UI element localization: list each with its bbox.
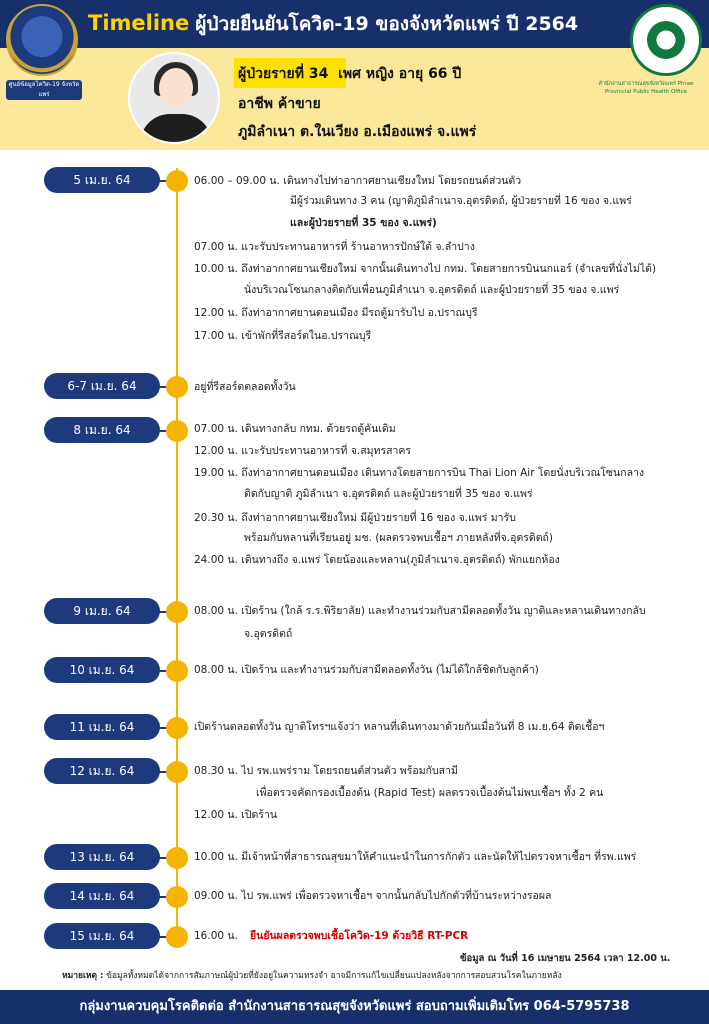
timeline-line: 07.00 น. เดินทางกลับ กทม. ด้วยรถตู้คันเดิม <box>194 423 396 435</box>
timeline-line: 24.00 น. เดินทางถึง จ.แพร่ โดยน้องและหลาน(ภูมิลำเนาจ.อุตรดิตถ์) พักแยกห้อง <box>194 554 560 566</box>
timeline-line: นั่งบริเวณโซนกลางติดกับเพื่อนภูมิลำเนา จ.อุตรดิตถ์ และผู้ป่วยรายที่ 35 ของ จ.แพร่ <box>244 284 620 296</box>
timeline-axis <box>176 168 178 938</box>
timeline-line: 20.30 น. ถึงท่าอากาศยานเชียงใหม่ มีผู้ป่วยรายที่ 16 ของ จ.แพร่ มารับ <box>194 512 516 524</box>
timeline-line: เปิดร้านตลอดทั้งวัน ญาติโทรฯแจ้งว่า หลานที่เดินทางมาด้วยกันเมื่อวันที่ 8 เม.ย.64 ติดเชื้อฯ <box>194 721 605 733</box>
date-pill-14-apr: 14 เม.ย. 64 <box>44 883 160 909</box>
patient-occupation: อาชีพ ค้าขาย <box>238 96 321 112</box>
timeline-line: เพื่อตรวจคัดกรองเบื้องต้น (Rapid Test) ผลตรวจเบื้องต้นไม่พบเชื้อฯ ทั้ง 2 คน <box>256 787 604 799</box>
timeline-line: พร้อมกับหลานที่เรียนอยู่ มช. (ผลตรวจพบเชื้อฯ ภายหลังที่จ.อุตรดิตถ์) <box>244 532 553 544</box>
timeline-line: และผู้ป่วยรายที่ 35 ของ จ.แพร่) <box>290 217 437 229</box>
confirmed-result-line: ยืนยันผลตรวจพบเชื้อโควิด-19 ด้วยวิธี RT-PCR <box>250 930 469 942</box>
timeline-line: 07.00 น. แวะรับประทานอาหารที่ ร้านอาหารปักษ์ใต้ จ.ลำปาง <box>194 241 475 253</box>
date-pill-6-7-apr: 6-7 เม.ย. 64 <box>44 373 160 399</box>
timeline-dot <box>166 660 188 682</box>
title-rest: ผู้ป่วยยืนยันโควิด-19 ของจังหวัดแพร่ ปี 2564 <box>195 13 579 35</box>
date-pill-5-apr: 5 เม.ย. 64 <box>44 167 160 193</box>
ministry-public-health-logo <box>630 4 702 76</box>
date-pill-10-apr: 10 เม.ย. 64 <box>44 657 160 683</box>
timeline-line: 10.00 น. มีเจ้าหน้าที่สาธารณสุขมาให้คำแนะนำในการกักตัว และนัดให้ไปตรวจหาเชื้อฯ ที่รพ.แพร่ <box>194 851 637 863</box>
timeline-line: 12.00 น. เปิดร้าน <box>194 809 278 821</box>
timeline-line: จ.อุตรดิตถ์ <box>244 628 293 640</box>
date-pill-11-apr: 11 เม.ย. 64 <box>44 714 160 740</box>
timeline-line: มีผู้ร่วมเดินทาง 3 คน (ญาติภูมิลำเนาจ.อุตรดิตถ์, ผู้ป่วยรายที่ 16 ของ จ.แพร่ <box>290 195 632 207</box>
timeline-line: 08.30 น. ไป รพ.แพร่ราม โดยรถยนต์ส่วนตัว พร้อมกับสามี <box>194 765 458 777</box>
footer-contact: กลุ่มงานควบคุมโรคติดต่อ สำนักงานสาธารณสุขจังหวัดแพร่ สอบถามเพิ่มเติมโทร 064-5795738 <box>0 990 709 1024</box>
patient-number: ผู้ป่วยรายที่ 34 <box>238 66 329 82</box>
timeline-dot <box>166 376 188 398</box>
data-as-of-note: ข้อมูล ณ วันที่ 16 เมษายน 2564 เวลา 12.00 น. <box>460 953 671 964</box>
timeline-dot <box>166 601 188 623</box>
date-pill-9-apr: 9 เม.ย. 64 <box>44 598 160 624</box>
timeline-line: ติดกับญาติ ภูมิลำเนา จ.อุตรดิตถ์ และผู้ป่วยรายที่ 35 ของ จ.แพร่ <box>244 488 533 500</box>
timeline-dot <box>166 926 188 948</box>
timeline-line: 09.00 น. ไป รพ.แพร่ เพื่อตรวจหาเชื้อฯ จากนั้นกลับไปกักตัวที่บ้านระหว่างรอผล <box>194 890 552 902</box>
timeline-line: 16.00 น. <box>194 930 238 942</box>
date-pill-15-apr: 15 เม.ย. 64 <box>44 923 160 949</box>
date-pill-13-apr: 13 เม.ย. 64 <box>44 844 160 870</box>
patient-number-line <box>238 63 461 85</box>
timeline-line: 12.00 น. แวะรับประทานอาหารที่ จ.สมุทรสาคร <box>194 445 412 457</box>
timeline-line: 06.00 – 09.00 น. เดินทางไปท่าอากาศยานเชียงใหม่ โดยรถยนต์ส่วนตัว <box>194 175 522 187</box>
timeline-line: 12.00 น. ถึงท่าอากาศยานดอนเมือง มีรถตู้มารับไป อ.ปราณบุรี <box>194 307 478 319</box>
timeline-line: 08.00 น. เปิดร้าน (ใกล้ ร.ร.พิริยาลัย) และทำงานร่วมกับสามีตลอดทั้งวัน ญาติและหลานเดินทางกลับ <box>194 605 646 617</box>
provincial-seal-logo <box>6 4 78 76</box>
timeline-line: 19.00 น. ถึงท่าอากาศยานดอนเมือง เดินทางโดยสายการบิน Thai Lion Air โดยนั่งบริเวณโซนกลาง <box>194 467 645 479</box>
timeline-dot <box>166 886 188 908</box>
timeline-line: อยู่ที่รีสอร์ตตลอดทั้งวัน <box>194 381 296 393</box>
timeline-dot <box>166 761 188 783</box>
date-pill-12-apr: 12 เม.ย. 64 <box>44 758 160 784</box>
remark-label: หมายเหตุ : <box>62 971 104 981</box>
remark-text: ข้อมูลทั้งหมดได้จากการสัมภาษณ์ผู้ป่วยที่ยังอยู่ในความทรงจำ อาจมีการแก้ไขเปลี่ยนแปลงหลังจากการสอบสวนโรคในภายหลัง <box>106 971 562 981</box>
timeline-dot <box>166 170 188 192</box>
patient-sex-age: เพศ หญิง อายุ 66 ปี <box>338 66 462 82</box>
timeline-dot <box>166 717 188 739</box>
health-office-caption: สำนักงานสาธารณสุขจังหวัดแพร่ Phrae Provincial Public Health Office <box>598 81 694 95</box>
timeline-line: 08.00 น. เปิดร้าน และทำงานร่วมกับสามีตลอดทั้งวัน (ไม่ได้ใกล้ชิดกับลูกค้า) <box>194 664 539 676</box>
covid-center-badge: ศูนย์ข้อมูลโควิด-19 จังหวัดแพร่ <box>6 80 82 100</box>
timeline-dot <box>166 847 188 869</box>
timeline-line: 17.00 น. เข้าพักที่รีสอร์ตในอ.ปราณบุรี <box>194 330 372 342</box>
title-accent: Timeline <box>88 11 190 35</box>
page-title <box>88 9 628 39</box>
timeline-line: 10.00 น. ถึงท่าอากาศยานเชียงใหม่ จากนั้นเดินทางไป กทม. โดยสายการบินนกแอร์ (จำเลขที่นั่งไม่ได้) <box>194 263 657 275</box>
patient-hometown: ภูมิลำเนา ต.ในเวียง อ.เมืองแพร่ จ.แพร่ <box>238 124 477 140</box>
remark-note <box>62 968 562 982</box>
date-pill-8-apr: 8 เม.ย. 64 <box>44 417 160 443</box>
patient-avatar <box>128 52 220 144</box>
timeline-dot <box>166 420 188 442</box>
